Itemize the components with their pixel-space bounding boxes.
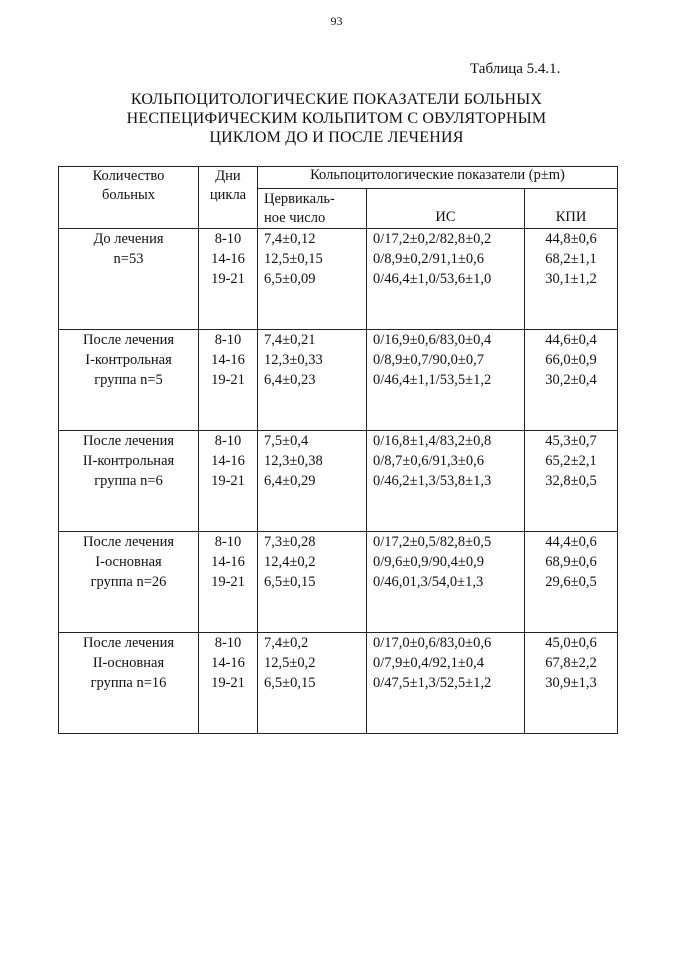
header-text: Цервикаль- [264, 190, 335, 207]
cell-line: 30,2±0,4 [545, 372, 597, 388]
title-line: НЕСПЕЦИФИЧЕСКИМ КОЛЬПИТОМ С ОВУЛЯТОРНЫМ [126, 110, 547, 127]
table-row [59, 330, 618, 431]
cell-is [367, 431, 525, 532]
cell-line: 0/46,2±1,3/53,8±1,3 [373, 473, 492, 489]
cell-line: 45,3±0,7 [545, 433, 597, 449]
cell-line: 19-21 [211, 574, 245, 590]
cell-line: 19-21 [211, 372, 245, 388]
cell-line: 65,2±2,1 [545, 453, 597, 469]
cell-line: 0/17,2±0,5/82,8±0,5 [373, 534, 492, 550]
cell-line: 19-21 [211, 473, 245, 489]
cell-line: 12,3±0,38 [264, 453, 323, 469]
cell-line: I-основная [95, 554, 162, 570]
cell-line: 0/8,9±0,2/91,1±0,6 [373, 251, 484, 267]
cell-line: После лечения [82, 635, 175, 651]
cell-line: 14-16 [211, 453, 245, 469]
cell-line: 6,4±0,23 [264, 372, 316, 388]
title-line: КОЛЬПОЦИТОЛОГИЧЕСКИЕ ПОКАЗАТЕЛИ БОЛЬНЫХ [130, 91, 543, 108]
cell-line: 44,6±0,4 [545, 332, 597, 348]
cell-is [367, 633, 525, 734]
cell-kpi [525, 431, 618, 532]
cell-line: 6,5±0,09 [264, 271, 316, 287]
cell-line: 14-16 [211, 554, 245, 570]
cell-line: группа n=6 [94, 473, 163, 489]
cell-line: 6,4±0,29 [264, 473, 316, 489]
cell-line: 14-16 [211, 251, 245, 267]
cell-is [367, 229, 525, 330]
cell-line: 7,5±0,4 [264, 433, 309, 449]
cell-line: 0/47,5±1,3/52,5±1,2 [373, 675, 492, 691]
cell-line: 68,9±0,6 [545, 554, 597, 570]
cell-line: 32,8±0,5 [545, 473, 597, 489]
header-patient-count [59, 167, 199, 229]
cell-line: 44,4±0,6 [545, 534, 597, 550]
cell-line: 67,8±2,2 [545, 655, 597, 671]
cell-line: 0/7,9±0,4/92,1±0,4 [373, 655, 484, 671]
cell-line: 12,5±0,15 [264, 251, 323, 267]
cell-kpi [525, 330, 618, 431]
cell-line: 8-10 [214, 433, 242, 449]
cell-line: 30,1±1,2 [545, 271, 597, 287]
cell-line: II-контрольная [82, 453, 175, 469]
cell-kpi [525, 229, 618, 330]
cell-line: 7,4±0,2 [264, 635, 309, 651]
table-row [59, 532, 618, 633]
cell-line: После лечения [82, 433, 175, 449]
cell-group [59, 633, 199, 734]
cell-line: 0/17,2±0,2/82,8±0,2 [373, 231, 492, 247]
header-text: цикла [209, 187, 247, 203]
cell-line: 66,0±0,9 [545, 352, 597, 368]
cell-cervical-number [258, 532, 367, 633]
cell-line: 8-10 [214, 332, 242, 348]
cell-is [367, 532, 525, 633]
page-number: 93 [330, 14, 343, 28]
table-body [59, 229, 618, 734]
header-text: Дни [215, 168, 241, 184]
cell-line: 0/46,4±1,1/53,5±1,2 [373, 372, 492, 388]
cell-line: 12,3±0,33 [264, 352, 323, 368]
cell-cervical-number [258, 229, 367, 330]
header-indicators: Кольпоцитологические показатели (p±m) [258, 167, 618, 189]
cell-group [59, 330, 199, 431]
cell-line: 29,6±0,5 [545, 574, 597, 590]
cell-is [367, 330, 525, 431]
cell-kpi [525, 633, 618, 734]
cell-cycle-days [199, 229, 258, 330]
cell-line: II-основная [92, 655, 165, 671]
cell-line: После лечения [82, 332, 175, 348]
cell-line: 19-21 [211, 675, 245, 691]
cell-cycle-days [199, 330, 258, 431]
colpocytology-table [58, 166, 618, 734]
cell-line: 68,2±1,1 [545, 251, 597, 267]
table-row [59, 633, 618, 734]
cell-line: группа n=5 [94, 372, 163, 388]
cell-line: 0/8,9±0,7/90,0±0,7 [373, 352, 484, 368]
cell-cycle-days [199, 633, 258, 734]
cell-line: 14-16 [211, 655, 245, 671]
cell-line: 44,8±0,6 [545, 231, 597, 247]
header-text: ное число [264, 209, 326, 226]
cell-line: 7,4±0,12 [264, 231, 316, 247]
cell-line: 0/17,0±0,6/83,0±0,6 [373, 635, 492, 651]
cell-line: I-контрольная [85, 352, 172, 368]
cell-cycle-days [199, 431, 258, 532]
cell-line: 0/46,4±1,0/53,6±1,0 [373, 271, 492, 287]
cell-cervical-number [258, 431, 367, 532]
cell-line: 8-10 [214, 534, 242, 550]
cell-group [59, 229, 199, 330]
cell-line: 7,3±0,28 [264, 534, 316, 550]
table-row [59, 431, 618, 532]
cell-line: 0/16,9±0,6/83,0±0,4 [373, 332, 492, 348]
cell-cervical-number [258, 633, 367, 734]
cell-line: 0/46,01,3/54,0±1,3 [373, 574, 484, 590]
header-text: больных [101, 187, 156, 203]
cell-line: группа n=26 [90, 574, 167, 590]
cell-line: 12,4±0,2 [264, 554, 316, 570]
cell-line: группа n=16 [90, 675, 167, 691]
header-kpi: КПИ [525, 189, 618, 229]
cell-line: 19-21 [211, 271, 245, 287]
header-text: Количество [92, 168, 165, 184]
title-line: ЦИКЛОМ ДО И ПОСЛЕ ЛЕЧЕНИЯ [209, 129, 464, 146]
header-is: ИС [367, 189, 525, 229]
cell-line: 6,5±0,15 [264, 675, 316, 691]
cell-line: 7,4±0,21 [264, 332, 316, 348]
cell-line: 0/8,7±0,6/91,3±0,6 [373, 453, 484, 469]
cell-line: 8-10 [214, 635, 242, 651]
cell-group [59, 532, 199, 633]
table-title [40, 90, 633, 147]
cell-kpi [525, 532, 618, 633]
cell-line: 8-10 [214, 231, 242, 247]
cell-cycle-days [199, 532, 258, 633]
cell-line: 30,9±1,3 [545, 675, 597, 691]
cell-cervical-number [258, 330, 367, 431]
cell-line: n=53 [113, 251, 144, 267]
table-row [59, 229, 618, 330]
header-cycle-days [199, 167, 258, 229]
cell-line: 0/16,8±1,4/83,2±0,8 [373, 433, 492, 449]
cell-line: 6,5±0,15 [264, 574, 316, 590]
cell-line: 0/9,6±0,9/90,4±0,9 [373, 554, 484, 570]
header-cervical-number [258, 189, 367, 229]
table-caption: Таблица 5.4.1. [470, 61, 561, 77]
cell-line: После лечения [82, 534, 175, 550]
cell-line: До лечения [93, 231, 164, 247]
cell-line: 14-16 [211, 352, 245, 368]
cell-group [59, 431, 199, 532]
cell-line: 45,0±0,6 [545, 635, 597, 651]
cell-line: 12,5±0,2 [264, 655, 316, 671]
